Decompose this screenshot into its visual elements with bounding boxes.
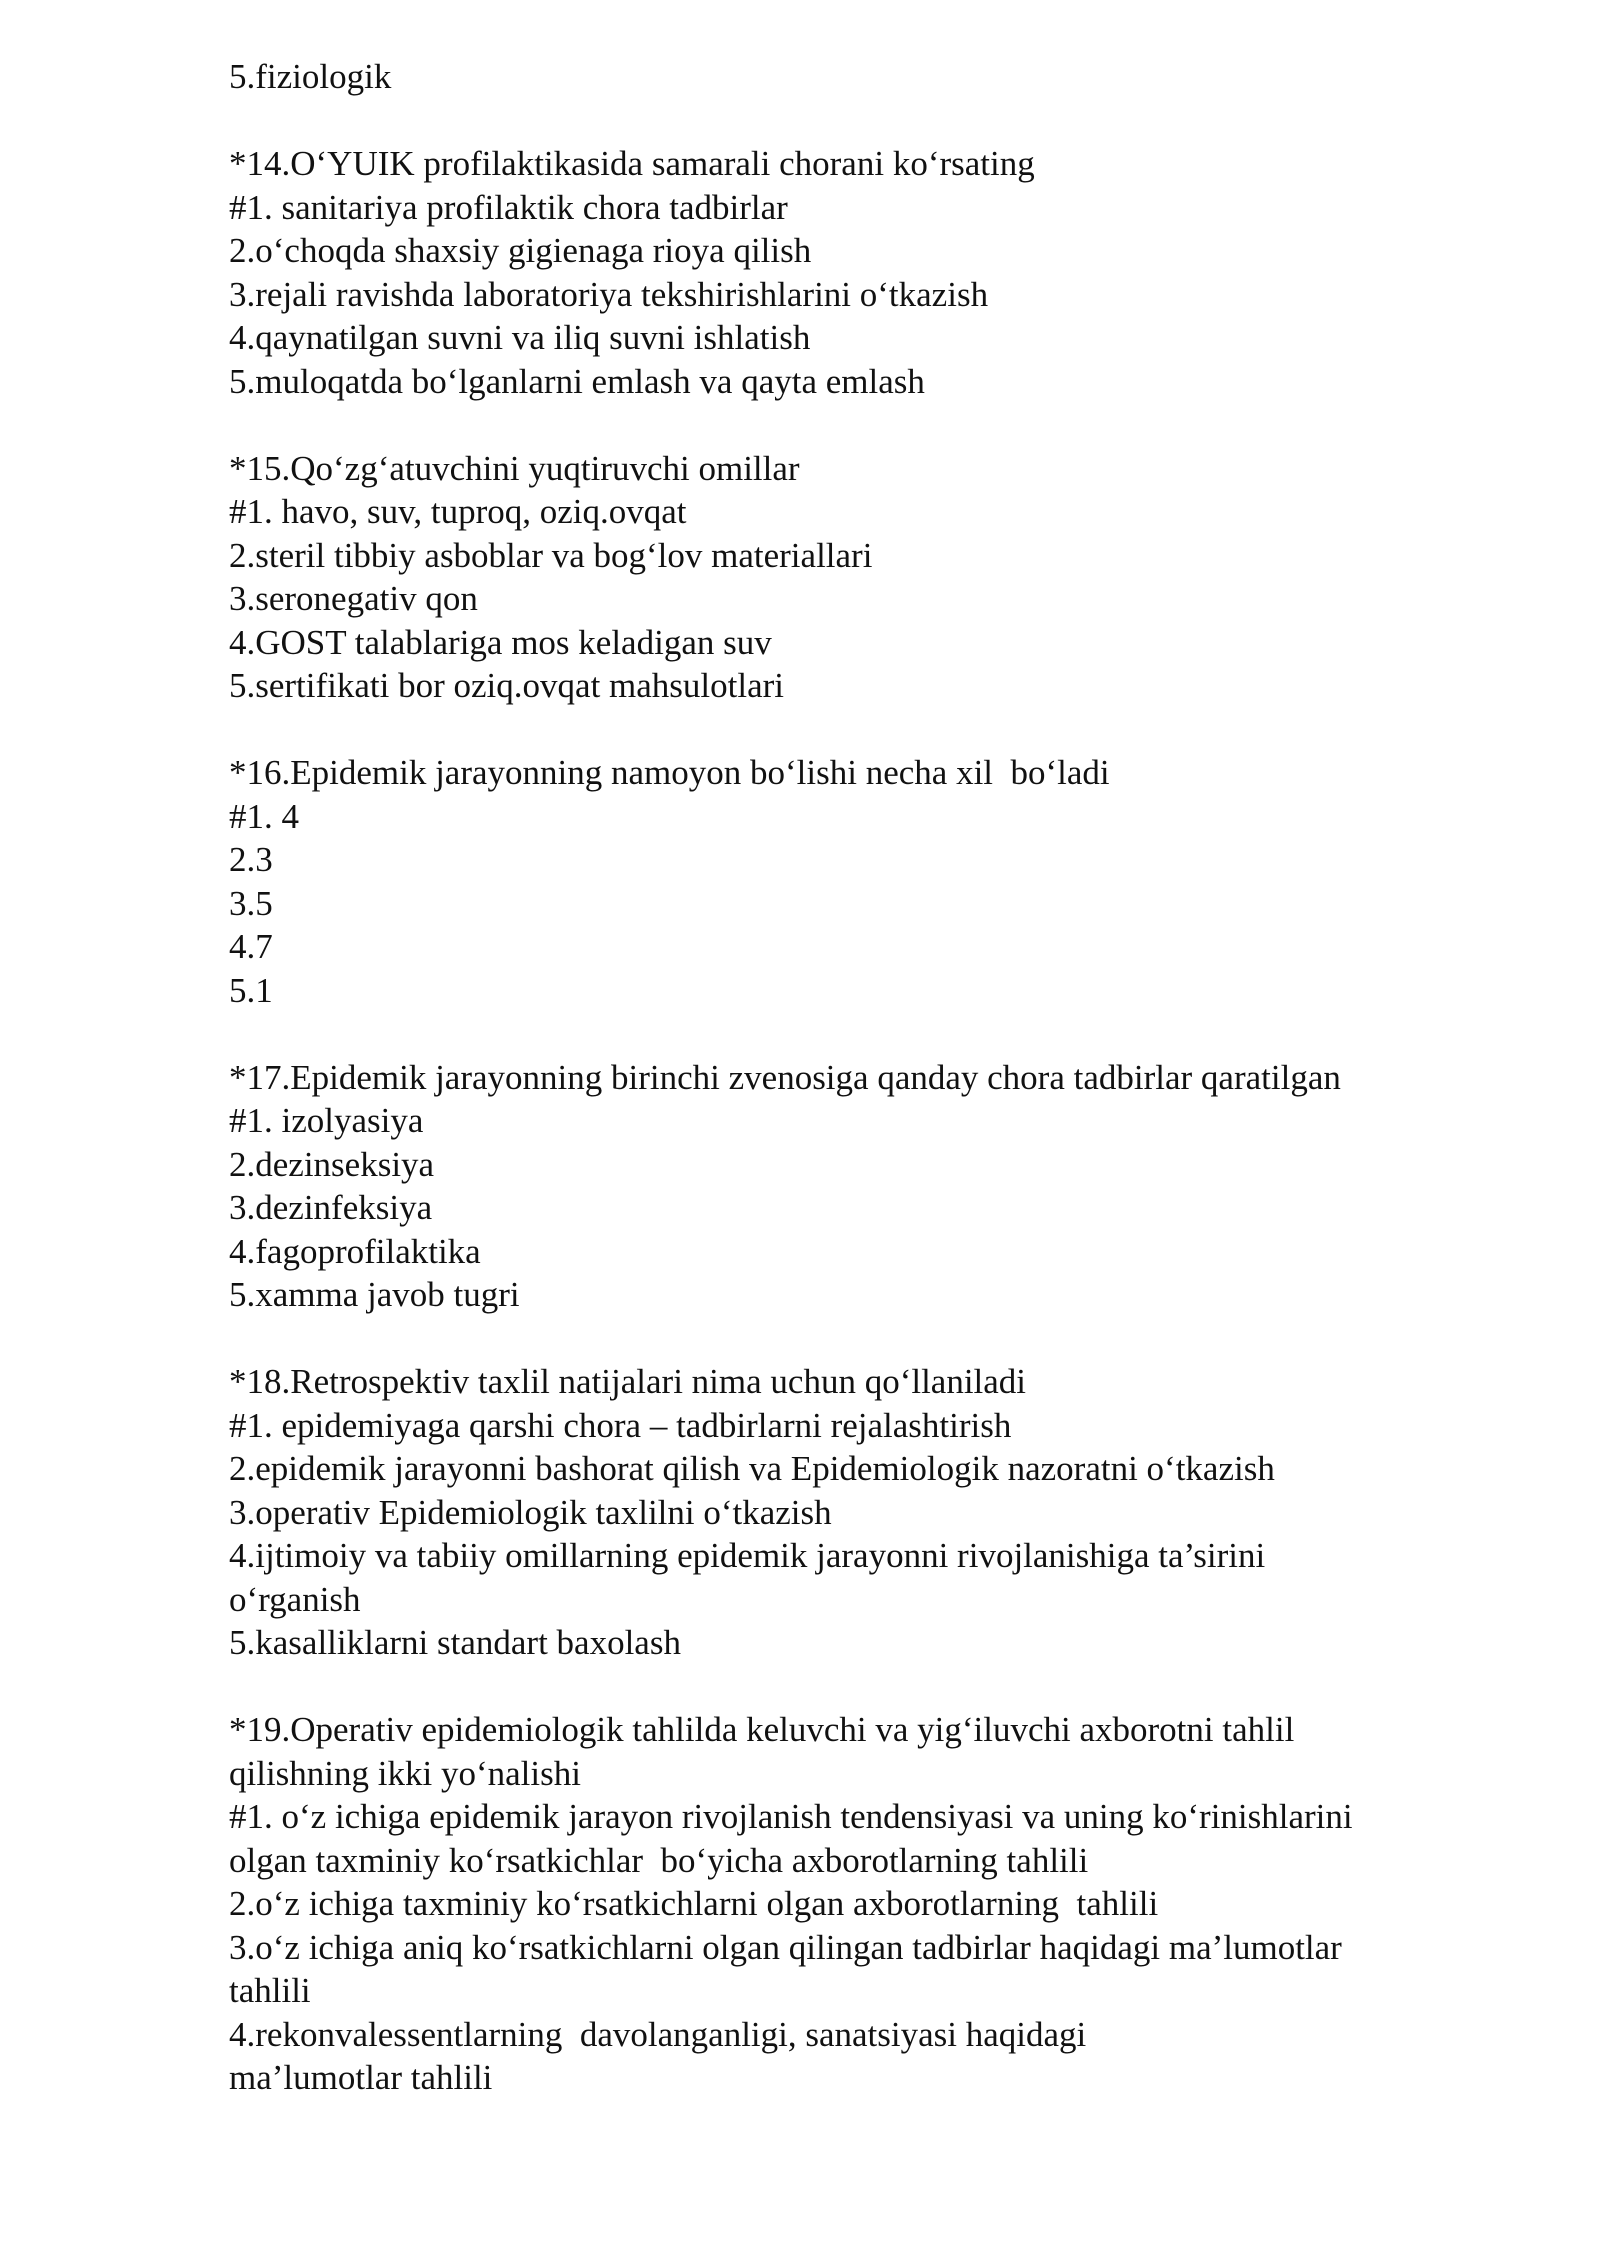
answer-option: 2.o‘choqda shaxsiy gigienaga rioya qilish: [229, 231, 812, 270]
answer-option: 2.steril tibbiy asboblar va bog‘lov materiallari: [229, 535, 873, 575]
blank-line: [229, 708, 1479, 752]
answer-option: 4.fagoprofilaktika: [229, 1231, 481, 1271]
answer-option: 3.rejali ravishda laboratoriya tekshirishlarini o‘tkazish: [229, 274, 989, 314]
answer-option: 5.muloqatda bo‘lganlarni emlash va qayta emlash: [229, 361, 925, 401]
answer-option: 4.rekonvalessentlarning davolanganligi, sanatsiyasi haqidagi: [229, 2014, 1087, 2054]
question-block: [229, 1056, 1479, 1317]
question-title: *14.O‘YUIK profilaktikasida samarali chorani ko‘rsating: [229, 144, 1035, 183]
answer-option: 2.3: [229, 840, 273, 879]
question-block: [229, 1708, 1479, 2100]
question-title: *16.Epidemik jarayonning namoyon bo‘lishi necha xil bo‘ladi: [229, 753, 1110, 792]
answer-option: 2.o‘z ichiga taxminiy ko‘rsatkichlarni olgan axborotlarning tahlili: [229, 1884, 1159, 1923]
blank-line: [229, 1665, 1479, 1709]
answer-option: 4.7: [229, 927, 273, 966]
answer-option: 3.operativ Epidemiologik taxlilni o‘tkazish: [229, 1492, 832, 1532]
blank-line: [229, 403, 1479, 447]
answer-option: 3.5: [229, 883, 273, 923]
answer-option: o‘rganish: [229, 1579, 361, 1619]
answer-option: #1. 4: [229, 796, 299, 836]
blank-line: [229, 1317, 1479, 1361]
question-block: [229, 142, 1479, 403]
answer-option: 2.dezinseksiya: [229, 1144, 435, 1184]
answer-option: 5.fiziologik: [229, 57, 392, 96]
document-text: [229, 55, 1479, 2100]
answer-option: #1. o‘z ichiga epidemik jarayon rivojlanish tendensiyasi va uning ko‘rinishlarini: [229, 1797, 1353, 1836]
answer-option: ma’lumotlar tahlili: [229, 2058, 493, 2097]
answer-option: 5.xamma javob tugri: [229, 1275, 520, 1314]
question-title: *17.Epidemik jarayonning birinchi zvenosiga qanday chora tadbirlar qaratilgan: [229, 1057, 1341, 1097]
answer-option: 4.qaynatilgan suvni va iliq suvni ishlatish: [229, 318, 811, 357]
answer-option: 2.epidemik jarayonni bashorat qilish va Epidemiologik nazoratni o‘tkazish: [229, 1449, 1275, 1488]
answer-option: 5.1: [229, 970, 273, 1010]
answer-option: qilishning ikki yo‘nalishi: [229, 1753, 581, 1793]
question-title: *15.Qo‘zg‘atuvchini yuqtiruvchi omillar: [229, 448, 800, 488]
question-block: [229, 751, 1479, 1012]
answer-option: tahlili: [229, 1971, 311, 2010]
answer-option: olgan taxminiy ko‘rsatkichlar bo‘yicha axborotlarning tahlili: [229, 1840, 1089, 1880]
answer-option: 4.GOST talablariga mos keladigan suv: [229, 622, 772, 662]
answer-option: 3.seronegativ qon: [229, 579, 478, 618]
answer-option: 3.o‘z ichiga aniq ko‘rsatkichlarni olgan qilingan tadbirlar haqidagi ma’lumotlar: [229, 1927, 1342, 1967]
answer-option: 5.sertifikati bor oziq.ovqat mahsulotlari: [229, 666, 785, 705]
answer-option: 3.dezinfeksiya: [229, 1188, 433, 1227]
answer-option: 5.kasalliklarni standart baxolash: [229, 1623, 681, 1662]
answer-option: #1. sanitariya profilaktik chora tadbirlar: [229, 187, 788, 227]
question-block: [229, 1360, 1479, 1665]
answer-option: #1. izolyasiya: [229, 1101, 424, 1140]
question-block: [229, 447, 1479, 708]
answer-option: #1. epidemiyaga qarshi chora – tadbirlarni rejalashtirish: [229, 1405, 1012, 1445]
question-list: [229, 99, 1479, 2100]
question-title: *19.Operativ epidemiologik tahlilda keluvchi va yig‘iluvchi axborotni tahlil: [229, 1710, 1295, 1749]
answer-option: 4.ijtimoiy va tabiiy omillarning epidemik jarayonni rivojlanishiga ta’sirini: [229, 1536, 1266, 1575]
blank-line: [229, 99, 1479, 143]
question-title: *18.Retrospektiv taxlil natijalari nima uchun qo‘llaniladi: [229, 1362, 1027, 1401]
answer-option: #1. havo, suv, tuproq, oziq.ovqat: [229, 492, 687, 531]
blank-line: [229, 1012, 1479, 1056]
